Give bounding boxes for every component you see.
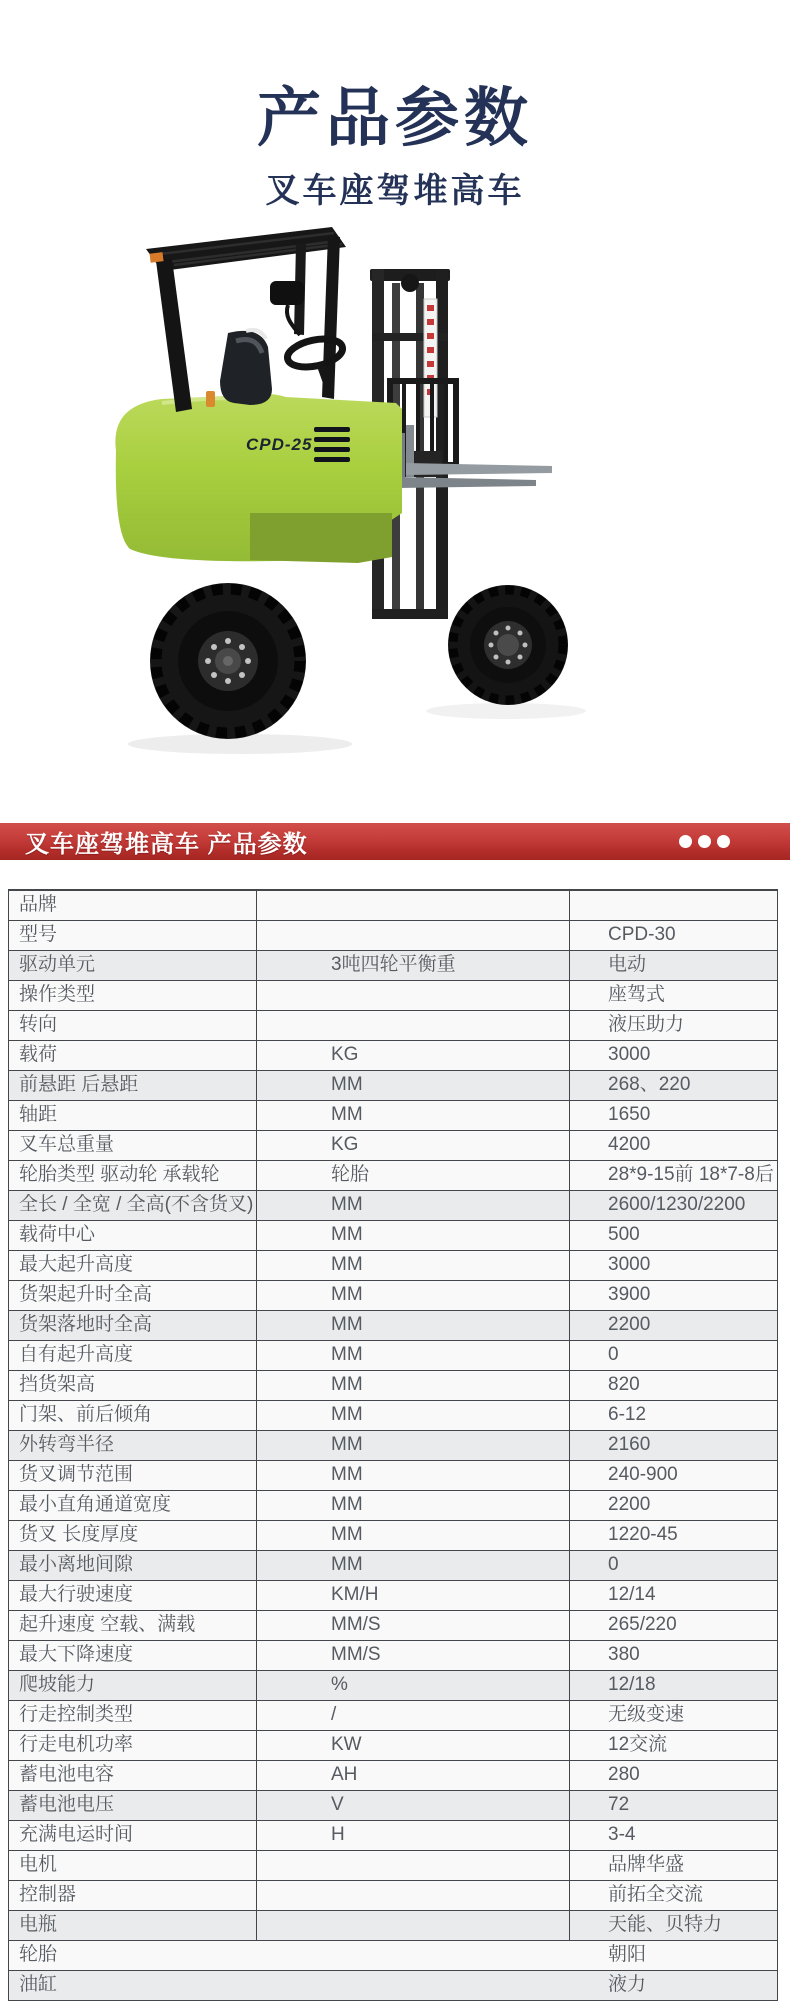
table-row — [9, 1400, 777, 1430]
steering-wheel — [285, 335, 345, 392]
spec-unit: MM — [257, 1221, 570, 1250]
spec-value: 天能、贝特力 — [608, 1914, 723, 1936]
spec-name: 外转弯半径 — [9, 1431, 257, 1460]
table-row — [9, 1430, 777, 1460]
spec-name: 货叉调节范围 — [9, 1461, 257, 1490]
spec-unit: MM — [257, 1431, 570, 1460]
spec-name: 最大起升高度 — [9, 1251, 257, 1280]
spec-name: 品牌 — [9, 891, 257, 920]
spec-unit — [257, 1941, 570, 1970]
spec-value: 电动 — [608, 954, 647, 976]
spec-value: 2200 — [608, 1314, 651, 1336]
rear-wheel — [150, 583, 306, 739]
table-row — [9, 920, 777, 950]
spec-unit: / — [257, 1701, 570, 1730]
page-title: 产品参数 — [257, 82, 533, 154]
spec-value: 座驾式 — [608, 984, 666, 1006]
product-photo — [0, 213, 790, 765]
spec-value: 268、220 — [608, 1074, 691, 1096]
table-row — [9, 1220, 777, 1250]
table-row — [9, 1820, 777, 1850]
spec-unit — [257, 1011, 570, 1040]
seat — [206, 330, 272, 407]
table-row — [9, 1280, 777, 1310]
spec-value: 12/14 — [608, 1584, 656, 1606]
spec-unit — [257, 891, 570, 920]
spec-name: 电瓶 — [9, 1911, 257, 1940]
spec-unit: 轮胎 — [257, 1161, 570, 1190]
table-row — [9, 1130, 777, 1160]
table-row — [9, 1880, 777, 1910]
table-row — [9, 980, 777, 1010]
spec-value: 28*9-15前 18*7-8后 — [608, 1164, 774, 1186]
spec-unit: MM — [257, 1461, 570, 1490]
spec-value: 12/18 — [608, 1674, 656, 1696]
table-row — [9, 1070, 777, 1100]
spec-value: 12交流 — [608, 1734, 668, 1756]
spec-name: 最小直角通道宽度 — [9, 1491, 257, 1520]
model-label: CPD-25 — [246, 435, 313, 455]
spec-value: 液压助力 — [608, 1014, 685, 1036]
spec-name: 最小离地间隙 — [9, 1551, 257, 1580]
spec-unit: AH — [257, 1761, 570, 1790]
spec-unit: KG — [257, 1131, 570, 1160]
spec-value: 2200 — [608, 1494, 651, 1516]
spec-name: 全长 / 全宽 / 全高(不含货叉) — [9, 1191, 257, 1220]
spec-value: 3000 — [608, 1254, 651, 1276]
spec-unit — [257, 1851, 570, 1880]
spec-unit: MM — [257, 1491, 570, 1520]
spec-unit: MM/S — [257, 1641, 570, 1670]
spec-name: 前悬距 后悬距 — [9, 1071, 257, 1100]
table-row — [9, 1040, 777, 1070]
spec-name: 货架起升时全高 — [9, 1281, 257, 1310]
spec-name: 载荷 — [9, 1041, 257, 1070]
spec-unit: MM — [257, 1281, 570, 1310]
spec-value: 240-900 — [608, 1464, 678, 1486]
spec-name: 充满电运时间 — [9, 1821, 257, 1850]
spec-value: CPD-30 — [608, 924, 676, 946]
table-row — [9, 1730, 777, 1760]
spec-value: 3900 — [608, 1284, 651, 1306]
spec-value: 1650 — [608, 1104, 651, 1126]
spec-name: 电机 — [9, 1851, 257, 1880]
table-row — [9, 1550, 777, 1580]
spec-unit: MM — [257, 1371, 570, 1400]
table-row — [9, 1100, 777, 1130]
spec-name: 最大下降速度 — [9, 1641, 257, 1670]
table-row — [9, 1160, 777, 1190]
spec-name: 货架落地时全高 — [9, 1311, 257, 1340]
spec-value: 2600/1230/2200 — [608, 1194, 746, 1216]
spec-unit: H — [257, 1821, 570, 1850]
table-row — [9, 1910, 777, 1940]
spec-unit — [257, 981, 570, 1010]
spec-value: 380 — [608, 1644, 640, 1666]
spec-name: 门架、前后倾角 — [9, 1401, 257, 1430]
spec-name: 转向 — [9, 1011, 257, 1040]
spec-name: 驱动单元 — [9, 951, 257, 980]
spec-value: 4200 — [608, 1134, 651, 1156]
table-row — [9, 1610, 777, 1640]
spec-value: 0 — [608, 1554, 619, 1576]
spec-name: 自有起升高度 — [9, 1341, 257, 1370]
spec-unit — [257, 1911, 570, 1940]
spec-name: 蓄电池电容 — [9, 1761, 257, 1790]
spec-unit: KM/H — [257, 1581, 570, 1610]
table-row — [9, 1850, 777, 1880]
spec-unit — [257, 1881, 570, 1910]
ellipsis-dots-icon — [673, 835, 730, 848]
table-row — [9, 1460, 777, 1490]
spec-value: 3000 — [608, 1044, 651, 1066]
spec-name: 载荷中心 — [9, 1221, 257, 1250]
spec-value: 液力 — [608, 1974, 647, 1996]
spec-unit: 3吨四轮平衡重 — [257, 951, 570, 980]
spec-value: 朝阳 — [608, 1944, 647, 1966]
table-row — [9, 1580, 777, 1610]
spec-value: 0 — [608, 1344, 619, 1366]
spec-value: 500 — [608, 1224, 640, 1246]
spec-unit: KW — [257, 1731, 570, 1760]
spec-name: 轮胎 — [19, 1944, 58, 1966]
spec-unit — [257, 1971, 570, 2000]
body — [115, 394, 402, 563]
table-row — [9, 1340, 777, 1370]
page-subtitle: 叉车座驾堆高车 — [265, 172, 525, 210]
table-row — [9, 1970, 777, 2000]
spec-name: 控制器 — [9, 1881, 257, 1910]
table-row — [9, 1790, 777, 1820]
spec-table — [8, 889, 778, 2001]
table-row — [9, 1190, 777, 1220]
table-row — [9, 1760, 777, 1790]
spec-unit: MM — [257, 1101, 570, 1130]
front-wheel — [448, 585, 568, 705]
table-row — [9, 1310, 777, 1340]
spec-name: 挡货架高 — [9, 1371, 257, 1400]
spec-value: 265/220 — [608, 1614, 677, 1636]
spec-value — [570, 891, 777, 920]
spec-unit: MM/S — [257, 1611, 570, 1640]
spec-name: 最大行驶速度 — [9, 1581, 257, 1610]
table-row — [9, 891, 777, 920]
spec-unit: MM — [257, 1401, 570, 1430]
spec-name: 油缸 — [19, 1974, 58, 1996]
spec-unit: MM — [257, 1251, 570, 1280]
spec-value: 820 — [608, 1374, 640, 1396]
spec-value: 1220-45 — [608, 1524, 678, 1546]
spec-value: 前拓全交流 — [608, 1884, 704, 1906]
spec-unit: V — [257, 1791, 570, 1820]
table-row — [9, 1940, 777, 1970]
spec-name: 爬坡能力 — [9, 1671, 257, 1700]
spec-name: 货叉 长度厚度 — [9, 1521, 257, 1550]
spec-unit: MM — [257, 1191, 570, 1220]
spec-unit — [257, 921, 570, 950]
forklift-illustration — [100, 213, 570, 765]
spec-unit: MM — [257, 1341, 570, 1370]
spec-unit: KG — [257, 1041, 570, 1070]
spec-name: 轴距 — [9, 1101, 257, 1130]
spec-unit: MM — [257, 1551, 570, 1580]
spec-value: 6-12 — [608, 1404, 647, 1426]
spec-name: 叉车总重量 — [9, 1131, 257, 1160]
spec-value: 无级变速 — [608, 1704, 685, 1726]
spec-name: 型号 — [9, 921, 257, 950]
table-row — [9, 1250, 777, 1280]
spec-unit: MM — [257, 1521, 570, 1550]
spec-name: 蓄电池电压 — [9, 1791, 257, 1820]
spec-name: 行走电机功率 — [9, 1731, 257, 1760]
table-row — [9, 950, 777, 980]
spec-name: 行走控制类型 — [9, 1701, 257, 1730]
table-row — [9, 1370, 777, 1400]
spec-unit: % — [257, 1671, 570, 1700]
spec-value: 72 — [608, 1794, 630, 1816]
spec-value: 品牌华盛 — [608, 1854, 685, 1876]
spec-value: 3-4 — [608, 1824, 636, 1846]
spec-value: 2160 — [608, 1434, 651, 1456]
table-row — [9, 1700, 777, 1730]
banner-title: 叉车座驾堆高车 产品参数 — [25, 831, 308, 859]
spec-name: 起升速度 空载、满载 — [9, 1611, 257, 1640]
table-row — [9, 1670, 777, 1700]
spec-value: 280 — [608, 1764, 640, 1786]
spec-unit: MM — [257, 1311, 570, 1340]
spec-name: 操作类型 — [9, 981, 257, 1010]
table-row — [9, 1010, 777, 1040]
table-row — [9, 1490, 777, 1520]
section-banner — [0, 823, 790, 860]
table-row — [9, 1520, 777, 1550]
spec-unit: MM — [257, 1071, 570, 1100]
table-row — [9, 1640, 777, 1670]
spec-name: 轮胎类型 驱动轮 承载轮 — [9, 1161, 257, 1190]
